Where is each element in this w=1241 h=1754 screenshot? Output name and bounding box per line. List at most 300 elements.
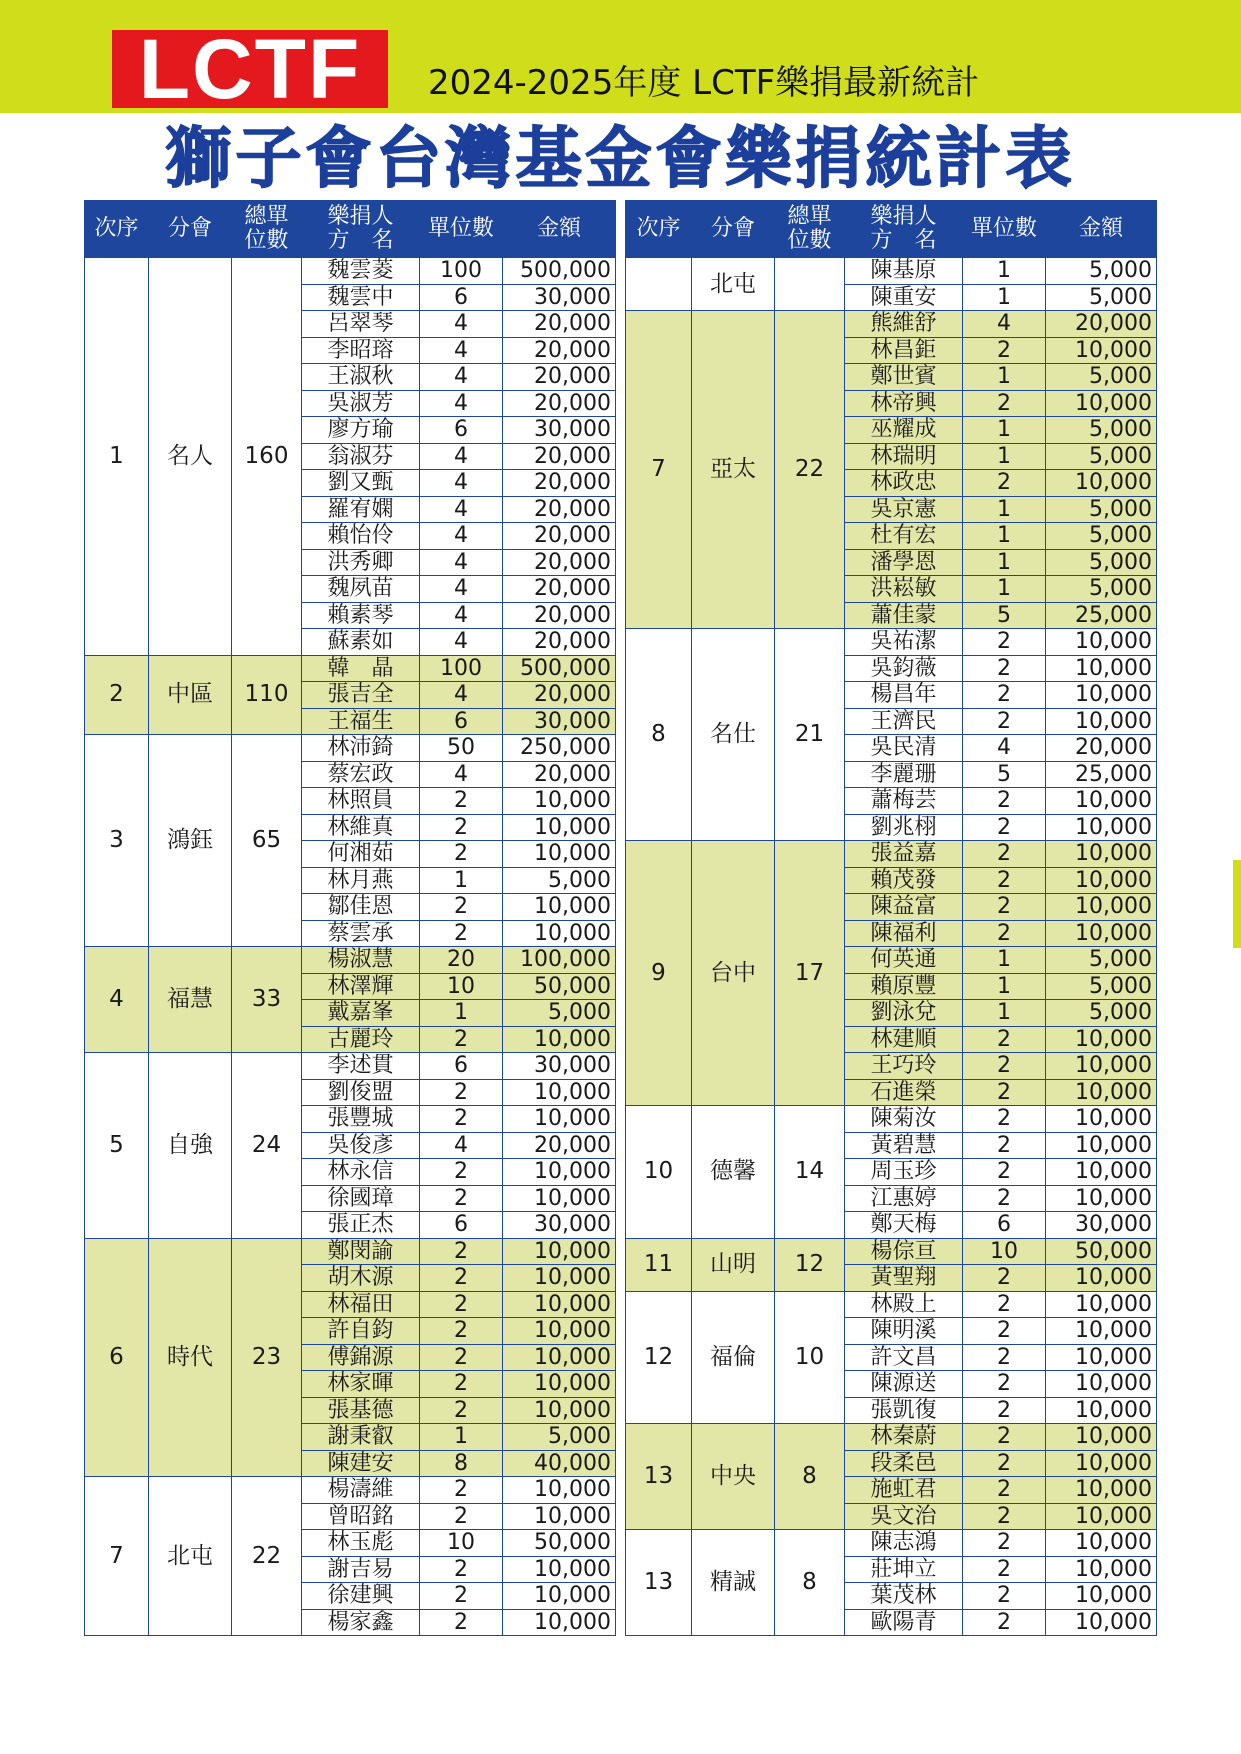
- donor-amount: 30,000: [503, 1212, 616, 1239]
- donor-name: 歐陽青: [845, 1609, 963, 1636]
- donor-units: 2: [963, 1609, 1046, 1636]
- donor-name: 林帝興: [845, 390, 963, 417]
- donor-amount: 20,000: [503, 523, 616, 550]
- donor-name: 賴原豐: [845, 973, 963, 1000]
- table-header-row: [626, 201, 1157, 258]
- donor-name: 蔡宏政: [302, 761, 420, 788]
- donor-amount: 10,000: [1046, 682, 1157, 709]
- donor-amount: 5,000: [1046, 1000, 1157, 1027]
- donor-units: 1: [420, 867, 503, 894]
- donor-amount: 10,000: [1046, 1556, 1157, 1583]
- table-row: [85, 735, 616, 762]
- donor-name: 陳源送: [845, 1371, 963, 1398]
- donor-amount: 10,000: [1046, 841, 1157, 868]
- group-club: 精誠: [692, 1530, 775, 1636]
- donor-amount: 50,000: [503, 973, 616, 1000]
- donor-amount: 10,000: [1046, 1265, 1157, 1292]
- donor-units: 1: [963, 576, 1046, 603]
- donor-amount: 10,000: [503, 1371, 616, 1398]
- donor-amount: 5,000: [1046, 258, 1157, 285]
- donor-name: 林建順: [845, 1026, 963, 1053]
- donor-units: 1: [963, 973, 1046, 1000]
- donor-amount: 20,000: [503, 576, 616, 603]
- donor-name: 林家暉: [302, 1371, 420, 1398]
- donor-units: 20: [420, 947, 503, 974]
- donor-amount: 10,000: [503, 1106, 616, 1133]
- group-club: 福慧: [149, 947, 232, 1053]
- donor-units: 50: [420, 735, 503, 762]
- group-club: 時代: [149, 1238, 232, 1477]
- donor-amount: 20,000: [503, 1132, 616, 1159]
- donor-units: 4: [420, 629, 503, 656]
- donor-name: 陳益富: [845, 894, 963, 921]
- donor-units: 2: [420, 1503, 503, 1530]
- donor-name: 翁淑芬: [302, 443, 420, 470]
- donor-units: 2: [963, 682, 1046, 709]
- donor-units: 1: [963, 947, 1046, 974]
- column-header-text: 單位數: [427, 216, 494, 241]
- donor-amount: 10,000: [1046, 894, 1157, 921]
- donor-name: 許文昌: [845, 1344, 963, 1371]
- table-row: [626, 1106, 1157, 1133]
- donor-amount: 10,000: [503, 1238, 616, 1265]
- donor-amount: 20,000: [503, 470, 616, 497]
- donor-name: 徐國璋: [302, 1185, 420, 1212]
- column-header-text: 總單: [244, 204, 289, 229]
- donor-amount: 40,000: [503, 1450, 616, 1477]
- donor-units: 6: [420, 1053, 503, 1080]
- donor-units: 2: [963, 629, 1046, 656]
- donor-name: 林政忠: [845, 470, 963, 497]
- donor-units: 10: [420, 973, 503, 1000]
- donor-name: 林秦蔚: [845, 1424, 963, 1451]
- donor-name: 陳重安: [845, 284, 963, 311]
- donor-name: 王巧玲: [845, 1053, 963, 1080]
- donor-amount: 10,000: [1046, 867, 1157, 894]
- donation-table-left: [84, 200, 616, 1636]
- donor-units: 2: [420, 788, 503, 815]
- donor-amount: 10,000: [1046, 1503, 1157, 1530]
- donor-name: 曾昭銘: [302, 1503, 420, 1530]
- table-row: [626, 258, 1157, 285]
- column-header-donor: [845, 201, 963, 258]
- donor-name: 蔡雲承: [302, 920, 420, 947]
- donor-units: 4: [420, 311, 503, 338]
- donor-name: 林照員: [302, 788, 420, 815]
- donor-name: 劉俊盟: [302, 1079, 420, 1106]
- page-headline: 2024-2025年度 LCTF樂捐最新統計: [428, 63, 980, 103]
- donor-units: 2: [420, 1477, 503, 1504]
- donor-amount: 10,000: [503, 1318, 616, 1345]
- donor-name: 劉泳兌: [845, 1000, 963, 1027]
- donor-amount: 10,000: [503, 814, 616, 841]
- donor-name: 劉兆栩: [845, 814, 963, 841]
- table-header-row: [85, 201, 616, 258]
- donor-units: 2: [963, 1106, 1046, 1133]
- donor-units: 2: [963, 1583, 1046, 1610]
- donor-name: 何湘茹: [302, 841, 420, 868]
- donor-name: 劉又甄: [302, 470, 420, 497]
- donor-name: 謝秉叡: [302, 1424, 420, 1451]
- group-seq: [626, 258, 692, 311]
- group-seq: 12: [626, 1291, 692, 1424]
- table-row: [85, 1238, 616, 1265]
- donor-name: 林月燕: [302, 867, 420, 894]
- column-header-units: [420, 201, 503, 258]
- donor-name: 林昌鉅: [845, 337, 963, 364]
- donor-name: 楊家鑫: [302, 1609, 420, 1636]
- donor-name: 賴茂發: [845, 867, 963, 894]
- donor-units: 4: [963, 311, 1046, 338]
- donor-amount: 10,000: [1046, 1424, 1157, 1451]
- donor-units: 4: [420, 523, 503, 550]
- donor-name: 魏夙苗: [302, 576, 420, 603]
- donor-amount: 30,000: [503, 708, 616, 735]
- donor-name: 潘學恩: [845, 549, 963, 576]
- donor-units: 2: [420, 1583, 503, 1610]
- side-marker: [1233, 860, 1241, 948]
- donor-amount: 10,000: [1046, 1371, 1157, 1398]
- group-seq: 13: [626, 1424, 692, 1530]
- table-row: [626, 311, 1157, 338]
- donor-name: 陳建安: [302, 1450, 420, 1477]
- table-body: [626, 258, 1157, 1636]
- group-seq: 8: [626, 629, 692, 841]
- group-club: 中區: [149, 655, 232, 735]
- column-header-text: 次序: [94, 216, 139, 241]
- group-seq: 13: [626, 1530, 692, 1636]
- donor-amount: 20,000: [503, 761, 616, 788]
- donor-name: 林沛錡: [302, 735, 420, 762]
- table-row: [85, 258, 616, 285]
- donor-name: 張凱復: [845, 1397, 963, 1424]
- donor-name: 陳明溪: [845, 1318, 963, 1345]
- donor-units: 2: [963, 1185, 1046, 1212]
- donor-units: 4: [420, 1132, 503, 1159]
- donor-name: 張豐城: [302, 1106, 420, 1133]
- donor-units: 2: [420, 814, 503, 841]
- table-row: [85, 1477, 616, 1504]
- donor-units: 2: [420, 1344, 503, 1371]
- donor-units: 5: [963, 761, 1046, 788]
- donor-amount: 5,000: [1046, 523, 1157, 550]
- donor-amount: 10,000: [1046, 814, 1157, 841]
- donor-units: 6: [420, 1212, 503, 1239]
- donor-name: 吳祐潔: [845, 629, 963, 656]
- column-header-seq: [626, 201, 692, 258]
- donor-units: 100: [420, 258, 503, 285]
- donor-name: 陳菊汝: [845, 1106, 963, 1133]
- donor-amount: 10,000: [1046, 1609, 1157, 1636]
- donor-amount: 20,000: [503, 390, 616, 417]
- donor-name: 陳基原: [845, 258, 963, 285]
- donor-name: 吳民清: [845, 735, 963, 762]
- column-header-text: 位數: [244, 228, 289, 253]
- donor-amount: 10,000: [503, 920, 616, 947]
- donor-amount: 10,000: [1046, 1477, 1157, 1504]
- column-header-units: [963, 201, 1046, 258]
- donor-amount: 20,000: [503, 364, 616, 391]
- donor-name: 王濟民: [845, 708, 963, 735]
- donor-name: 羅宥嫻: [302, 496, 420, 523]
- donor-amount: 20,000: [503, 602, 616, 629]
- donor-units: 2: [963, 1424, 1046, 1451]
- donor-amount: 10,000: [1046, 1053, 1157, 1080]
- donor-units: 2: [963, 1530, 1046, 1557]
- donor-name: 廖方瑜: [302, 417, 420, 444]
- donor-name: 張吉全: [302, 682, 420, 709]
- donor-name: 施虹君: [845, 1477, 963, 1504]
- table-row: [626, 1291, 1157, 1318]
- donor-name: 吳京憲: [845, 496, 963, 523]
- donor-units: 2: [963, 1450, 1046, 1477]
- donor-units: 5: [963, 602, 1046, 629]
- donor-name: 吳鈞薇: [845, 655, 963, 682]
- donor-amount: 30,000: [1046, 1212, 1157, 1239]
- column-header-text: 樂捐人: [327, 204, 394, 229]
- donor-name: 張正杰: [302, 1212, 420, 1239]
- donor-amount: 5,000: [1046, 496, 1157, 523]
- donor-amount: 20,000: [503, 496, 616, 523]
- donor-units: 2: [420, 1609, 503, 1636]
- donor-name: 鄭天梅: [845, 1212, 963, 1239]
- donor-amount: 20,000: [503, 337, 616, 364]
- donor-units: 6: [420, 284, 503, 311]
- donor-name: 李述貫: [302, 1053, 420, 1080]
- group-total: 12: [775, 1238, 845, 1291]
- donor-name: 傅錦源: [302, 1344, 420, 1371]
- donor-amount: 5,000: [1046, 973, 1157, 1000]
- column-header-text: 次序: [636, 216, 681, 241]
- donor-amount: 10,000: [1046, 1026, 1157, 1053]
- donor-units: 1: [963, 496, 1046, 523]
- donor-units: 2: [963, 1132, 1046, 1159]
- donor-name: 吳俊彥: [302, 1132, 420, 1159]
- group-total: 17: [775, 841, 845, 1106]
- donor-amount: 5,000: [503, 1424, 616, 1451]
- donor-units: 2: [963, 1318, 1046, 1345]
- donor-name: 熊維舒: [845, 311, 963, 338]
- donor-amount: 10,000: [503, 894, 616, 921]
- column-header-seq: [85, 201, 149, 258]
- donor-amount: 5,000: [503, 1000, 616, 1027]
- table-row: [626, 629, 1157, 656]
- donor-units: 2: [420, 1265, 503, 1292]
- table-row: [85, 947, 616, 974]
- donor-units: 2: [963, 1265, 1046, 1292]
- donor-units: 10: [420, 1530, 503, 1557]
- donor-amount: 20,000: [1046, 311, 1157, 338]
- donor-amount: 500,000: [503, 655, 616, 682]
- donor-units: 2: [420, 1397, 503, 1424]
- donor-name: 賴素琴: [302, 602, 420, 629]
- donor-amount: 10,000: [1046, 788, 1157, 815]
- column-header-club: [692, 201, 775, 258]
- donor-units: 2: [420, 1079, 503, 1106]
- donor-units: 2: [420, 1371, 503, 1398]
- donor-name: 韓 晶: [302, 655, 420, 682]
- group-total: 110: [232, 655, 302, 735]
- group-seq: 7: [626, 311, 692, 629]
- group-club: 北屯: [692, 258, 775, 311]
- donor-amount: 10,000: [503, 1026, 616, 1053]
- donor-name: 林澤輝: [302, 973, 420, 1000]
- column-header-text: 分會: [167, 216, 212, 241]
- donor-units: 2: [963, 841, 1046, 868]
- donor-amount: 10,000: [1046, 1450, 1157, 1477]
- donor-name: 李昭瑢: [302, 337, 420, 364]
- column-header-text: 樂捐人: [870, 204, 937, 229]
- donor-name: 張基德: [302, 1397, 420, 1424]
- donor-units: 4: [420, 576, 503, 603]
- donor-name: 徐建興: [302, 1583, 420, 1610]
- donor-units: 2: [963, 1159, 1046, 1186]
- donor-amount: 10,000: [1046, 1159, 1157, 1186]
- donor-units: 2: [420, 1318, 503, 1345]
- donor-units: 4: [420, 337, 503, 364]
- donor-amount: 10,000: [1046, 629, 1157, 656]
- donor-amount: 10,000: [503, 1344, 616, 1371]
- donor-name: 李麗珊: [845, 761, 963, 788]
- column-header-text: 金額: [536, 216, 581, 241]
- table-row: [626, 1238, 1157, 1265]
- donor-name: 段柔邑: [845, 1450, 963, 1477]
- column-header-text: 位數: [787, 228, 832, 253]
- group-seq: 11: [626, 1238, 692, 1291]
- donor-units: 2: [963, 814, 1046, 841]
- donor-amount: 25,000: [1046, 602, 1157, 629]
- donor-units: 1: [963, 443, 1046, 470]
- group-total: 24: [232, 1053, 302, 1239]
- group-seq: 2: [85, 655, 149, 735]
- donor-units: 4: [420, 470, 503, 497]
- donor-units: 2: [420, 1556, 503, 1583]
- donor-amount: 10,000: [1046, 470, 1157, 497]
- donor-name: 謝吉易: [302, 1556, 420, 1583]
- donor-amount: 10,000: [1046, 390, 1157, 417]
- donor-amount: 20,000: [503, 629, 616, 656]
- donor-amount: 30,000: [503, 284, 616, 311]
- donor-units: 2: [963, 1026, 1046, 1053]
- group-club: 自強: [149, 1053, 232, 1239]
- donor-amount: 30,000: [503, 1053, 616, 1080]
- donor-units: 2: [963, 1371, 1046, 1398]
- group-total: 14: [775, 1106, 845, 1239]
- donor-units: 2: [420, 1185, 503, 1212]
- donor-amount: 10,000: [503, 1556, 616, 1583]
- group-club: 台中: [692, 841, 775, 1106]
- group-club: 山明: [692, 1238, 775, 1291]
- group-total: 65: [232, 735, 302, 947]
- donor-units: 2: [963, 1477, 1046, 1504]
- donor-units: 2: [963, 788, 1046, 815]
- donor-amount: 10,000: [1046, 920, 1157, 947]
- donor-name: 魏雲菱: [302, 258, 420, 285]
- donor-amount: 5,000: [1046, 576, 1157, 603]
- donor-amount: 10,000: [1046, 337, 1157, 364]
- group-club: 名仕: [692, 629, 775, 841]
- donor-units: 1: [963, 523, 1046, 550]
- group-total: 10: [775, 1291, 845, 1424]
- donor-units: 10: [963, 1238, 1046, 1265]
- group-seq: 9: [626, 841, 692, 1106]
- group-seq: 1: [85, 258, 149, 656]
- donor-units: 2: [963, 1291, 1046, 1318]
- column-header-total_units: [232, 201, 302, 258]
- group-seq: 5: [85, 1053, 149, 1239]
- table-row: [626, 1530, 1157, 1557]
- donor-units: 4: [963, 735, 1046, 762]
- donor-amount: 10,000: [1046, 1583, 1157, 1610]
- donor-units: 100: [420, 655, 503, 682]
- donor-name: 黃聖翔: [845, 1265, 963, 1292]
- group-club: 亞太: [692, 311, 775, 629]
- donor-name: 胡木源: [302, 1265, 420, 1292]
- donor-amount: 10,000: [503, 788, 616, 815]
- donor-units: 2: [420, 1106, 503, 1133]
- group-total: 8: [775, 1530, 845, 1636]
- donor-amount: 50,000: [1046, 1238, 1157, 1265]
- donor-units: 2: [420, 1026, 503, 1053]
- donor-amount: 10,000: [503, 1477, 616, 1504]
- donor-amount: 10,000: [1046, 1106, 1157, 1133]
- donor-amount: 250,000: [503, 735, 616, 762]
- donor-amount: 10,000: [1046, 1530, 1157, 1557]
- donor-name: 洪崧敏: [845, 576, 963, 603]
- group-club: 鴻鈺: [149, 735, 232, 947]
- donor-name: 葉茂林: [845, 1583, 963, 1610]
- donor-amount: 50,000: [503, 1530, 616, 1557]
- donor-name: 林殿上: [845, 1291, 963, 1318]
- table-row: [626, 1424, 1157, 1451]
- donor-units: 4: [420, 682, 503, 709]
- donor-name: 杜有宏: [845, 523, 963, 550]
- donor-name: 王福生: [302, 708, 420, 735]
- column-header-text: 總單: [787, 204, 832, 229]
- donor-amount: 10,000: [503, 1079, 616, 1106]
- group-total: 22: [775, 311, 845, 629]
- donor-amount: 10,000: [503, 1265, 616, 1292]
- donor-name: 何英通: [845, 947, 963, 974]
- group-club: 福倫: [692, 1291, 775, 1424]
- donor-units: 4: [420, 602, 503, 629]
- group-club: 德馨: [692, 1106, 775, 1239]
- donor-name: 吳淑芳: [302, 390, 420, 417]
- donor-units: 2: [963, 867, 1046, 894]
- donor-amount: 10,000: [1046, 1344, 1157, 1371]
- donor-name: 王淑秋: [302, 364, 420, 391]
- table-body: [85, 258, 616, 1636]
- table-row: [85, 1053, 616, 1080]
- donor-name: 古麗玲: [302, 1026, 420, 1053]
- column-header-text: 單位數: [970, 216, 1037, 241]
- donor-amount: 10,000: [1046, 1185, 1157, 1212]
- group-seq: 10: [626, 1106, 692, 1239]
- donor-name: 陳福利: [845, 920, 963, 947]
- column-header-amount: [503, 201, 616, 258]
- donor-name: 吳文治: [845, 1503, 963, 1530]
- donor-amount: 10,000: [1046, 1397, 1157, 1424]
- column-header-text: 分會: [710, 216, 755, 241]
- donor-amount: 10,000: [503, 1503, 616, 1530]
- donor-amount: 5,000: [1046, 549, 1157, 576]
- donor-amount: 10,000: [1046, 708, 1157, 735]
- donor-amount: 100,000: [503, 947, 616, 974]
- donor-amount: 5,000: [503, 867, 616, 894]
- group-total: [775, 258, 845, 311]
- donor-units: 1: [420, 1000, 503, 1027]
- donor-name: 戴嘉峯: [302, 1000, 420, 1027]
